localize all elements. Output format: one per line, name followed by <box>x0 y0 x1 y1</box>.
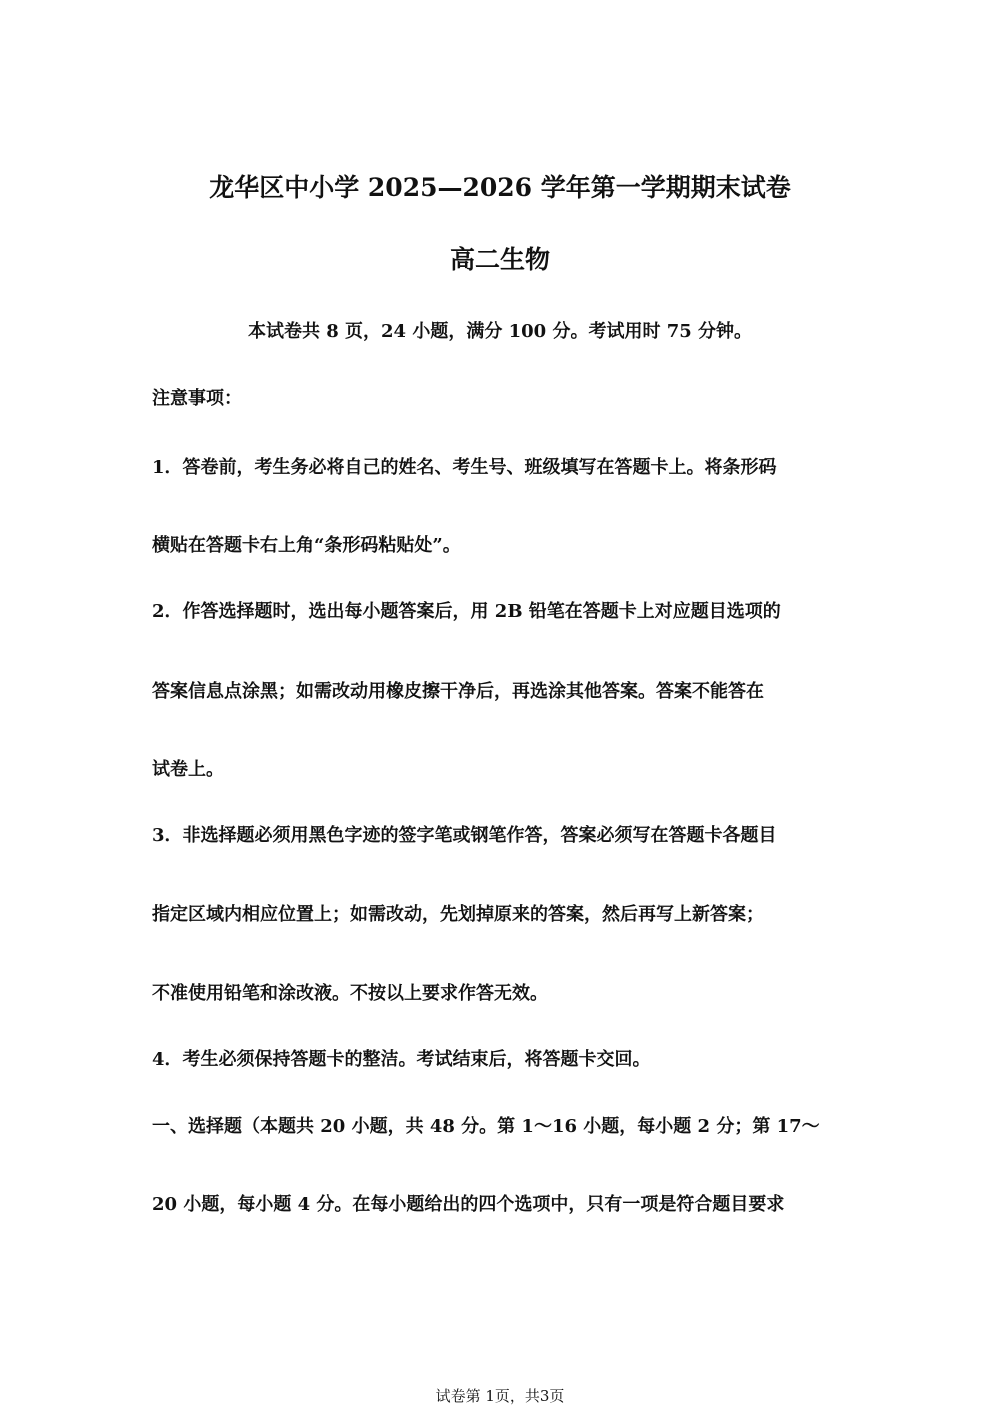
exam-subject: 高二生物 <box>449 245 550 274</box>
note-4-line-1: 4．考生必须保持答题卡的整洁。考试结束后，将答题卡交回。 <box>152 1049 651 1070</box>
note-2-line-3: 试卷上。 <box>152 759 224 780</box>
note-3-line-1: 3．非选择题必须用黑色字迹的签字笔或钢笔作答，答案必须写在答题卡各题目 <box>152 825 777 846</box>
note-2-line-1: 2．作答选择题时，选出每小题答案后，用 2B 铅笔在答题卡上对应题目选项的 <box>152 601 781 622</box>
page-footer: 试卷第 1页，共3页 <box>435 1387 565 1405</box>
section-one-line-2: 20 小题，每小题 4 分。在每小题给出的四个选项中，只有一项是符合题目要求 <box>152 1194 785 1215</box>
note-3-line-3: 不准使用铅笔和涂改液。不按以上要求作答无效。 <box>152 983 548 1004</box>
note-3-line-2: 指定区域内相应位置上；如需改动，先划掉原来的答案，然后再写上新答案； <box>152 904 764 925</box>
exam-intro: 本试卷共 8 页，24 小题，满分 100 分。考试用时 75 分钟。 <box>247 321 753 342</box>
note-2-line-2: 答案信息点涂黑；如需改动用橡皮擦干净后，再选涂其他答案。答案不能答在 <box>152 681 764 702</box>
note-1-line-2: 横贴在答题卡右上角“条形码粘贴处”。 <box>152 535 461 556</box>
notes-heading: 注意事项： <box>152 388 242 409</box>
section-one-line-1: 一、选择题（本题共 20 小题，共 48 分。第 1～16 小题，每小题 2 分；第 17～ <box>152 1116 820 1137</box>
exam-title: 龙华区中小学 2025—2026 学年第一学期期末试卷 <box>209 173 791 202</box>
note-1-line-1: 1．答卷前，考生务必将自己的姓名、考生号、班级填写在答题卡上。将条形码 <box>152 457 777 478</box>
